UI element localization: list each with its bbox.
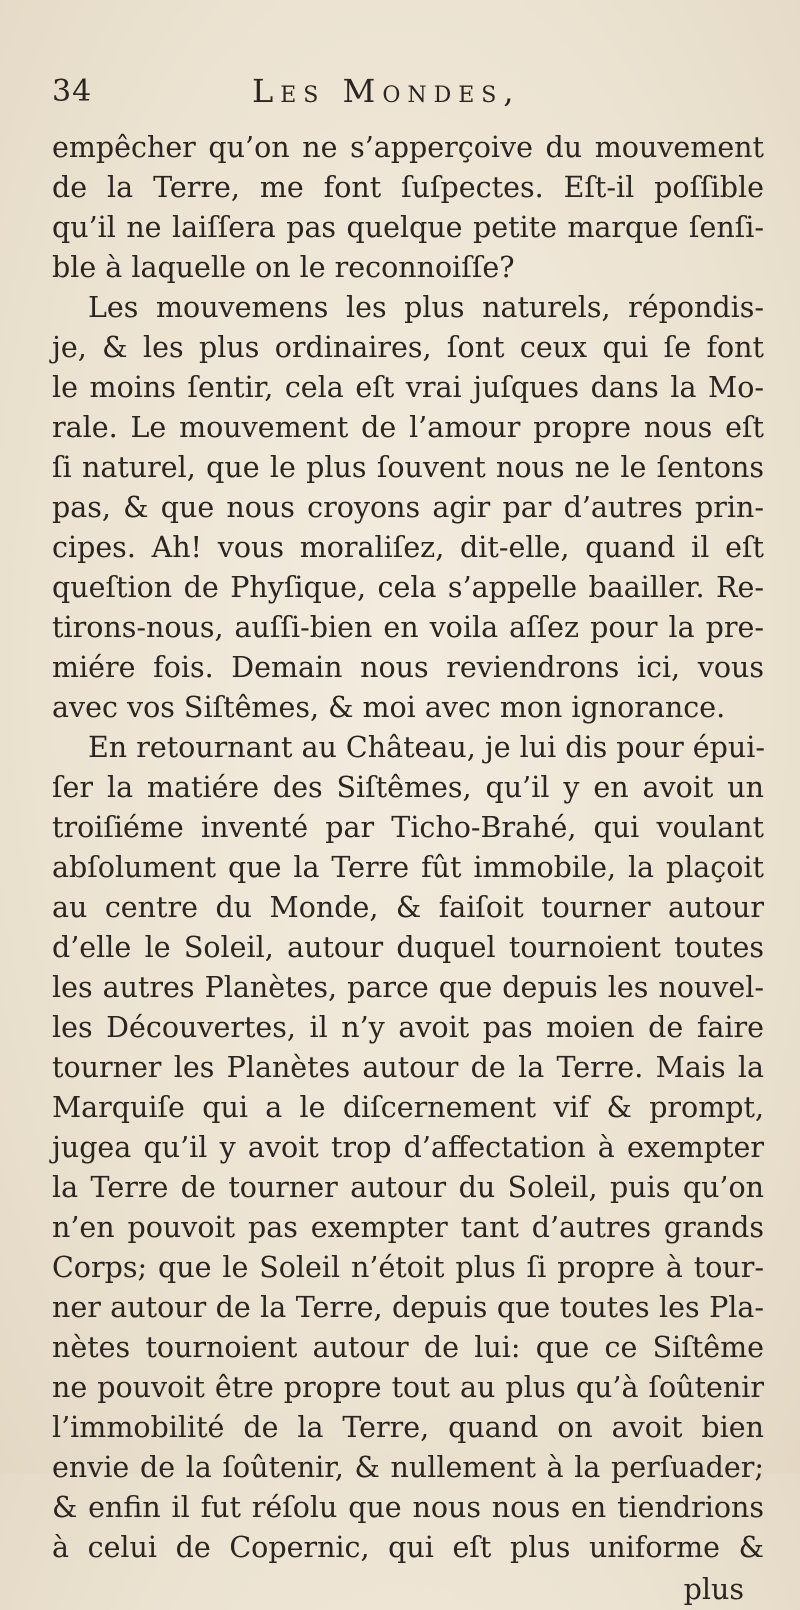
book-page	[52, 72, 764, 1610]
text-line: ble à laquelle on le reconnoiſſe?	[52, 251, 515, 284]
text-line: Corps; que le Soleil n’étoit plus ſi propre à tour-	[52, 1251, 764, 1284]
text-line: d’elle le Soleil, autour duquel tournoient toutes	[52, 931, 764, 964]
text-line: tirons-nous, auſſi-bien en voila aſſez pour la pre-	[52, 611, 764, 644]
text-line: troiſiéme inventé par Ticho-Brahé, qui voulant	[52, 811, 764, 844]
page-header	[52, 72, 764, 118]
text-line: tourner les Planètes autour de la Terre. Mais la	[52, 1051, 764, 1084]
text-line: empêcher qu’on ne s’apperçoive du mouvement	[52, 131, 764, 164]
text-line: ſi naturel, que le plus ſouvent nous ne le ſentons	[52, 451, 764, 484]
text-line: la Terre de tourner autour du Soleil, puis qu’on	[52, 1171, 764, 1204]
text-line: n’en pouvoit pas exempter tant d’autres grands	[52, 1211, 764, 1244]
text-line: à celui de Copernic, qui eſt plus uniforme &	[52, 1531, 764, 1564]
text-line: les autres Planètes, parce que depuis les nouvel-	[52, 971, 764, 1004]
text-line: les Découvertes, il n’y avoit pas moien de faire	[52, 1011, 764, 1044]
catchword: plus	[683, 1573, 744, 1606]
text-line: ne pouvoit être propre tout au plus qu’à ſoûtenir	[52, 1371, 764, 1404]
text-line: au centre du Monde, & faiſoit tourner autour	[52, 891, 764, 924]
text-line: avec vos Siſtêmes, & moi avec mon ignorance.	[52, 691, 726, 724]
text-line: de la Terre, me font ſuſpectes. Eſt-il poſſible	[52, 171, 764, 204]
text-line: Marquiſe qui a le diſcernement vif & prompt,	[52, 1091, 764, 1124]
text-line: rale. Le mouvement de l’amour propre nous eſt	[52, 411, 764, 444]
text-line: En retournant au Château, je lui dis pour épui-	[88, 731, 765, 764]
text-line: miére fois. Demain nous reviendrons ici, vous	[52, 651, 764, 684]
text-line: le moins ſentir, cela eſt vrai juſques dans la Mo-	[52, 371, 764, 404]
text-line: jugea qu’il y avoit trop d’affectation à exempter	[52, 1131, 764, 1164]
body-text	[52, 128, 764, 1568]
running-title: Les Mondes,	[252, 72, 521, 110]
text-line: ner autour de la Terre, depuis que toutes les Pla-	[52, 1291, 764, 1324]
text-line: pas, & que nous croyons agir par d’autres prin-	[52, 491, 764, 524]
text-line: abſolument que la Terre fût immobile, la plaçoit	[52, 851, 764, 884]
text-line: qu’il ne laiſſera pas quelque petite marque ſenſi-	[52, 211, 764, 244]
text-line: je, & les plus ordinaires, ſont ceux qui ſe font	[52, 331, 764, 364]
text-line: cipes. Ah! vous moraliſez, dit-elle, quand il eſt	[52, 531, 764, 564]
text-line: nètes tournoient autour de lui: que ce Siſtême	[52, 1331, 764, 1364]
text-line: l’immobilité de la Terre, quand on avoit bien	[52, 1411, 764, 1444]
text-line: Les mouvemens les plus naturels, répondis-	[88, 291, 764, 324]
text-line: queſtion de Phyſique, cela s’appelle baailler. Re-	[52, 571, 764, 604]
text-line: envie de la ſoûtenir, & nullement à la perſuader;	[52, 1451, 764, 1484]
text-line: & enfin il fut réſolu que nous nous en tiendrions	[52, 1491, 764, 1524]
page-number: 34	[52, 74, 93, 109]
text-line: ſer la matiére des Siſtêmes, qu’il y en avoit un	[52, 771, 764, 804]
